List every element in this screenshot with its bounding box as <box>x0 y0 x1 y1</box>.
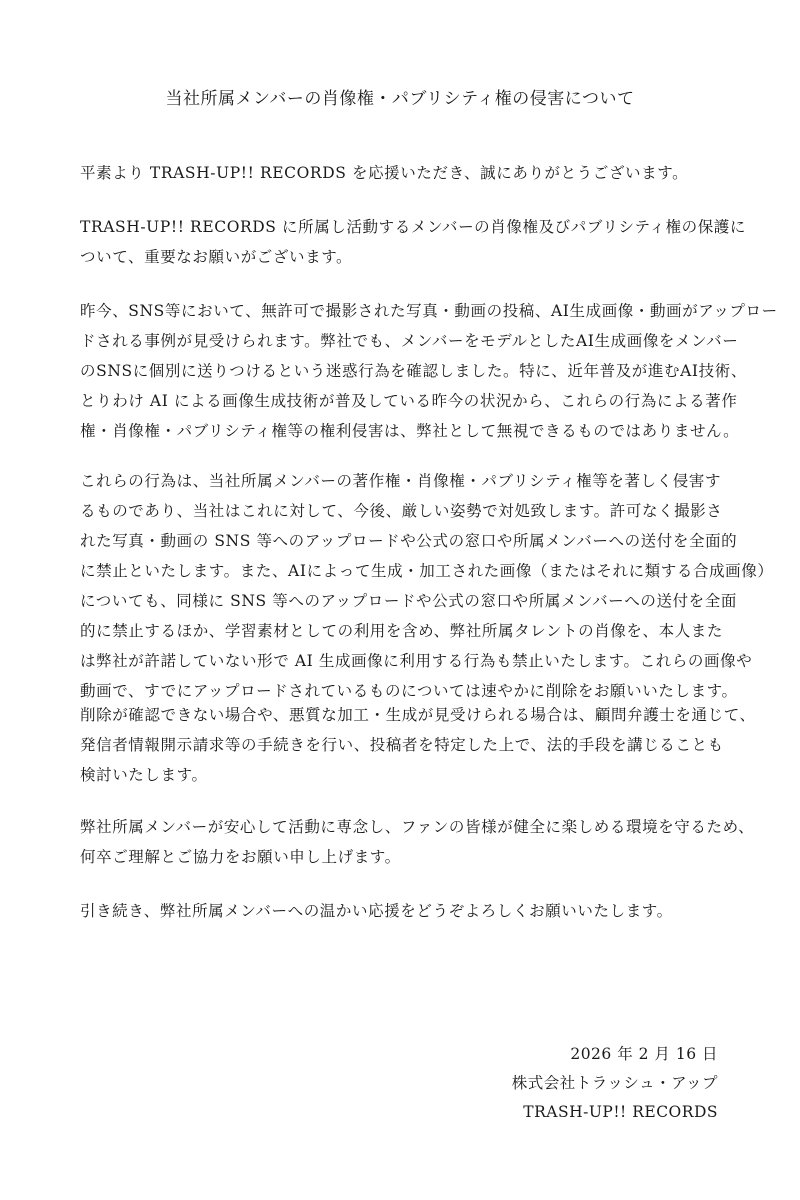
paragraph-6 <box>80 812 755 872</box>
paragraph-line: のSNSに個別に送りつけるという迷惑行為を確認しました。特に、近年普及が進むAI技術、 <box>80 362 747 380</box>
paragraph-line: とりわけ AI による画像生成技術が普及している昨今の状況から、これらの行為による著作 <box>80 392 738 410</box>
signature-company: 株式会社トラッシュ・アップ <box>511 1074 718 1092</box>
paragraph-line: 的に禁止するほか、学習素材としての利用を含め、弊社所属タレントの肖像を、本人また <box>80 622 723 640</box>
paragraph-line: についても、同様に SNS 等へのアップロードや公式の窓口や所属メンバーへの送付を全面 <box>80 592 737 610</box>
paragraph-line: は弊社が許諾していない形で AI 生成画像に利用する行為も禁止いたします。これらの画像や <box>80 652 753 670</box>
paragraph-line: に禁止といたします。また、AIによって生成・加工された画像（またはそれに類する合成画像） <box>80 562 774 580</box>
signature-block <box>512 1040 718 1127</box>
paragraph-line: 発信者情報開示請求等の手続きを行い、投稿者を特定した上で、法的手段を講じることも <box>80 736 724 754</box>
paragraph-line: るものであり、当社はこれに対して、今後、厳しい姿勢で対処致します。許可なく撮影さ <box>80 502 723 520</box>
paragraph-line: これらの行為は、当社所属メンバーの著作権・肖像権・パブリシティ権等を著しく侵害す <box>80 472 722 490</box>
paragraph-line: 弊社所属メンバーが安心して活動に専念し、ファンの皆様が健全に楽しめる環境を守るため、 <box>80 818 755 836</box>
paragraph-line: 平素より TRASH-UP!! RECORDS を応援いただき、誠にありがとうございます。 <box>80 164 689 182</box>
document-title: 当社所属メンバーの肖像権・パブリシティ権の侵害について <box>165 89 635 109</box>
paragraph-1 <box>80 158 720 188</box>
paragraph-line: 引き続き、弊社所属メンバーへの温かい応援をどうぞよろしくお願いいたします。 <box>80 902 673 920</box>
paragraph-2 <box>80 212 747 272</box>
paragraph-line: 動画で、すでにアップロードされているものについては速やかに削除をお願いいたします。 <box>80 682 738 700</box>
paragraph-line: 何卒ご理解とご協力をお願い申し上げます。 <box>80 848 401 866</box>
paragraph-line: ドされる事例が見受けられます。弊社でも、メンバーをモデルとしたAI生成画像をメンバー <box>80 332 739 350</box>
signature-date: 2026 年 2 月 16 日 <box>570 1045 718 1063</box>
paragraph-line: れた写真・動画の SNS 等へのアップロードや公式の窓口や所属メンバーへの送付を全面的 <box>80 532 738 550</box>
paragraph-line: ついて、重要なお願いがございます。 <box>80 248 353 266</box>
paragraph-line: 権・肖像権・パブリシティ権等の権利侵害は、弊社として無視できるものではありません。 <box>80 422 740 440</box>
paragraph-3 <box>80 296 778 446</box>
paragraph-7 <box>80 896 720 926</box>
paragraph-4 <box>80 466 774 706</box>
paragraph-line: 検討いたします。 <box>80 766 208 784</box>
paragraph-line: TRASH-UP!! RECORDS に所属し活動するメンバーの肖像権及びパブリシティ権の保護に <box>80 218 747 236</box>
paragraph-line: 昨今、SNS等において、無許可で撮影された写真・動画の投稿、AI生成画像・動画がアップロー <box>80 302 778 320</box>
paragraph-5 <box>80 700 756 790</box>
signature-label: TRASH-UP!! RECORDS <box>523 1103 718 1121</box>
paragraph-line: 削除が確認できない場合や、悪質な加工・生成が見受けられる場合は、顧問弁護士を通じて、 <box>80 706 756 724</box>
